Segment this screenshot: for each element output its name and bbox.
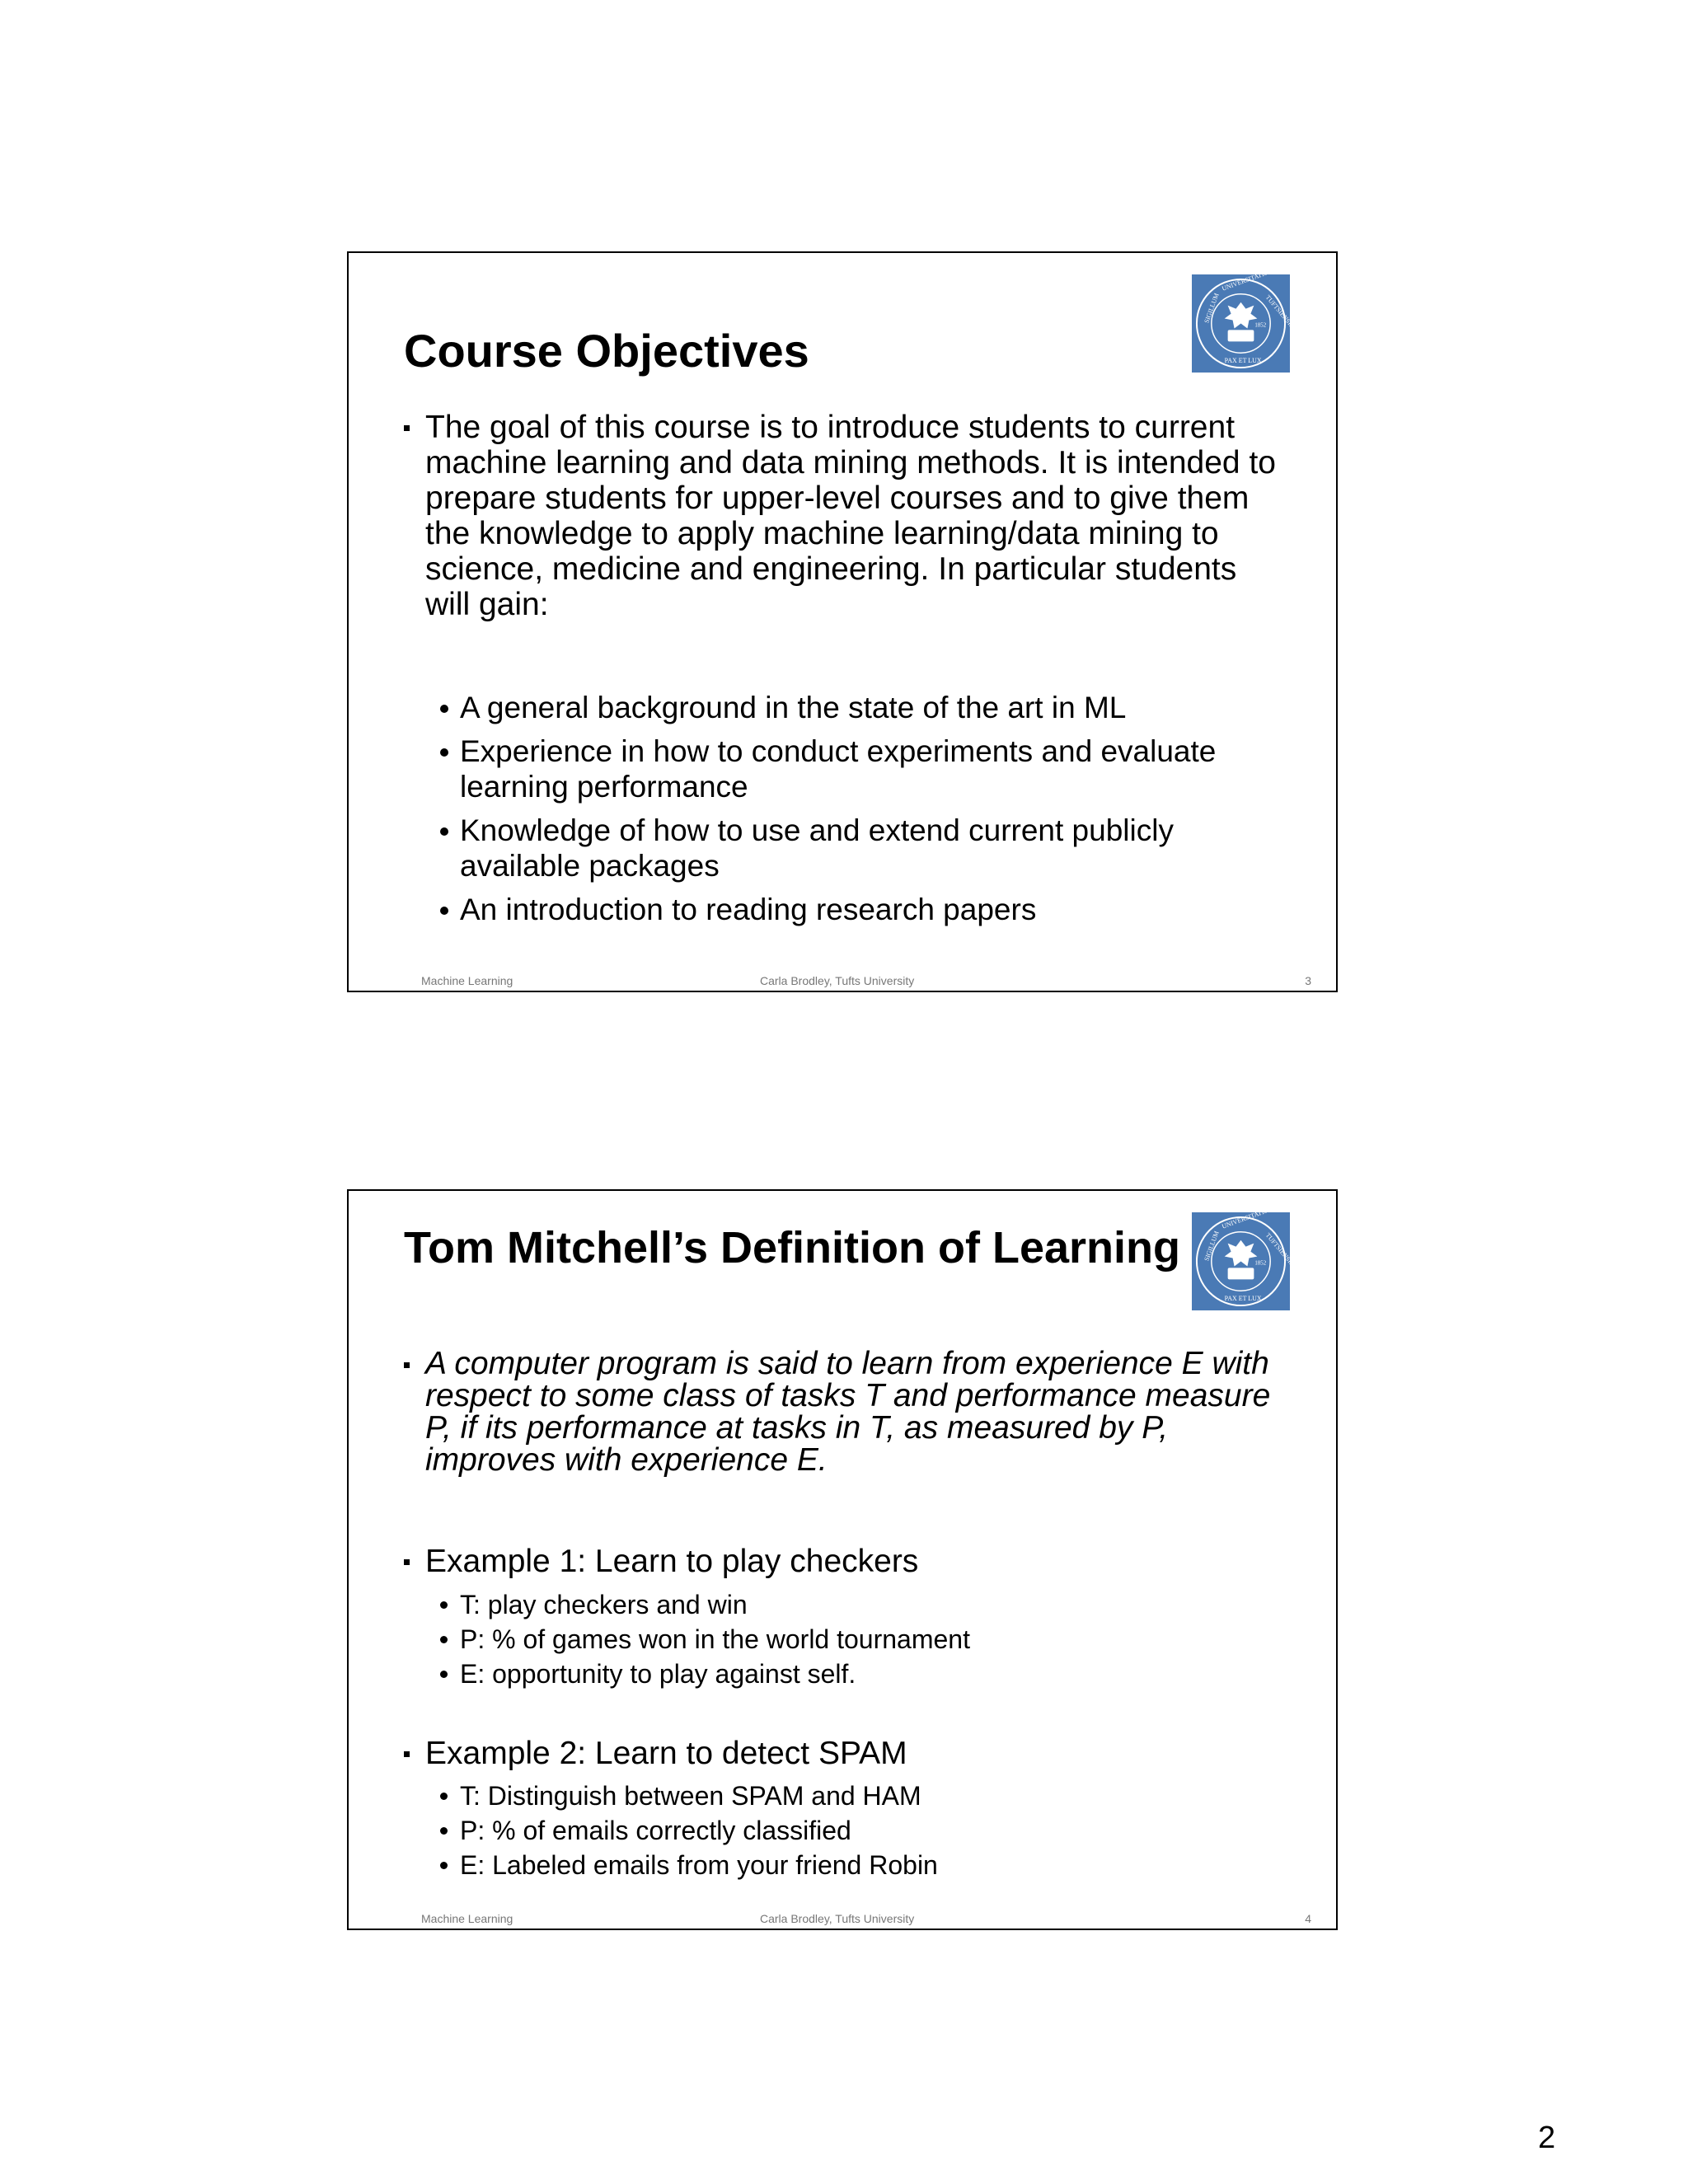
example-heading xyxy=(404,1544,1286,1579)
slide-course-objectives xyxy=(347,251,1338,992)
slide-mitchell-definition xyxy=(347,1189,1338,1930)
list-item: An introduction to reading research papers xyxy=(438,892,1263,927)
definition-text: A computer program is said to learn from experience E with respect to some class of tasks T and performance measure P, if its performance at tasks in T, as measured by P, improves with experience E. xyxy=(425,1346,1271,1478)
list-item: A general background in the state of the art in ML xyxy=(438,690,1263,725)
example-1 xyxy=(404,1544,1286,1579)
example-2 xyxy=(404,1736,1286,1771)
example-heading-text: Example 1: Learn to play checkers xyxy=(425,1544,919,1579)
list-item: T: play checkers and win xyxy=(438,1587,1263,1622)
list-item: P: % of games won in the world tournament xyxy=(438,1622,1263,1657)
definition-list xyxy=(404,1347,1286,1476)
slide-title: Course Objectives xyxy=(404,325,809,377)
footer-author: Carla Brodley, Tufts University xyxy=(760,974,915,987)
list-item: E: Labeled emails from your friend Robin xyxy=(438,1848,1263,1882)
tufts-seal-logo xyxy=(1192,1212,1290,1310)
list-item: E: opportunity to play against self. xyxy=(438,1657,1263,1691)
footer-slide-number: 3 xyxy=(1305,974,1311,987)
example-heading xyxy=(404,1736,1286,1771)
list-item xyxy=(404,410,1286,622)
footer-course: Machine Learning xyxy=(421,1912,513,1925)
example-2-items xyxy=(438,1779,1263,1882)
list-item: T: Distinguish between SPAM and HAM xyxy=(438,1779,1263,1813)
list-item: Experience in how to conduct experiments and evaluate learning performance xyxy=(438,733,1263,804)
footer-course: Machine Learning xyxy=(421,974,513,987)
bullet-text: The goal of this course is to introduce students to current machine learning and data mining methods. It is intended to prepare students for upper-level courses and to give them the knowledge to apply machine learning/data mining to science, medicine and engineering. In particular students will gain: xyxy=(425,410,1276,622)
sub-bullet-list xyxy=(438,690,1263,935)
list-item: P: % of emails correctly classified xyxy=(438,1813,1263,1848)
tufts-seal-logo xyxy=(1192,274,1290,373)
slide-title: Tom Mitchell’s Definition of Learning xyxy=(404,1223,1180,1272)
example-heading-text: Example 2: Learn to detect SPAM xyxy=(425,1736,907,1771)
example-1-items xyxy=(438,1587,1263,1691)
list-item xyxy=(404,1347,1286,1476)
list-item: Knowledge of how to use and extend current publicly available packages xyxy=(438,813,1263,883)
footer-slide-number: 4 xyxy=(1305,1912,1311,1925)
bullet-list xyxy=(404,410,1286,622)
footer-author: Carla Brodley, Tufts University xyxy=(760,1912,915,1925)
page-number: 2 xyxy=(1538,2121,1556,2155)
